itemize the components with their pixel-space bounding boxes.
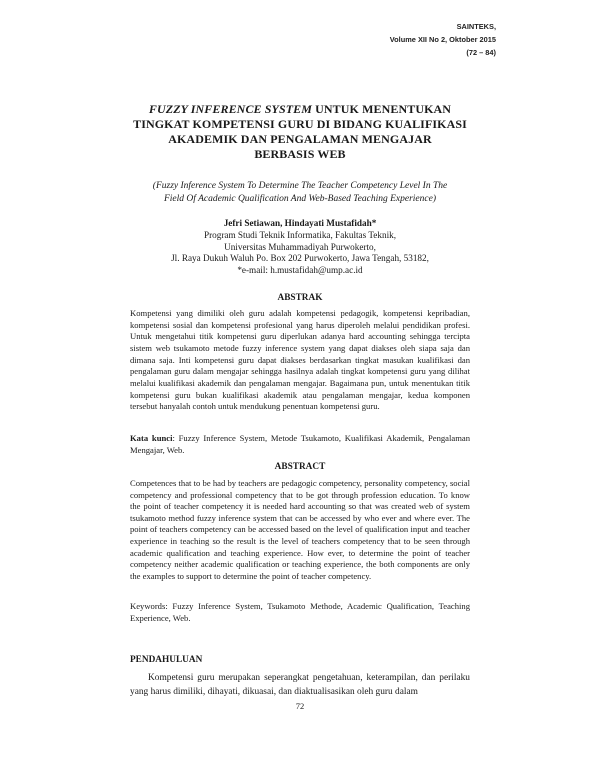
title-line3: AKADEMIK DAN PENGALAMAN MENGAJAR [168,132,432,146]
title-line1-rest: UNTUK MENENTUKAN [312,102,452,116]
paper-title [120,102,480,162]
keywords [130,601,470,625]
journal-name: SAINTEKS, [456,22,496,31]
author-block [130,218,470,277]
intro-paragraph: Kompetensi guru merupakan seperangkat pengetahuan, keterampilan, dan perilaku yang harus dimiliki, dihayati, dikuasai, dan diaktualisasikan oleh guru dalam [130,673,470,697]
english-title-line2: Field Of Academic Qualification And Web-Based Teaching Experience) [163,193,436,204]
title-line2: TINGKAT KOMPETENSI GURU DI BIDANG KUALIFIKASI [133,117,467,131]
abstrak-heading: ABSTRAK [277,293,323,303]
kata-kunci-label: Kata kunci [130,433,173,443]
page-number: 72 [295,701,305,711]
kata-kunci-text: : Fuzzy Inference System, Metode Tsukamoto, Kualifikasi Akademik, Pengalaman Mengajar, Web. [130,433,470,455]
affiliation-2: Universitas Muhammadiyah Purwokerto, [224,241,376,252]
journal-volume: Volume XII No 2, Oktober 2015 [389,35,496,44]
author-names: Jefri Setiawan, Hindayati Mustafidah* [223,218,377,228]
title-italic: FUZZY INFERENCE SYSTEM [148,102,313,116]
keywords-label: Keywords: [130,601,168,611]
author-address: Jl. Raya Dukuh Waluh Po. Box 202 Purwokerto, Jawa Tengah, 53182, [171,253,429,264]
journal-pages: (72 – 84) [466,48,496,57]
abstract-body: Competences that to be had by teachers are pedagogic competency, personality competency, social competency and professional competency that to be got through profession education. To know the point of teacher competency it is needed hard accounting so that was created web of system tsukamoto method fuzzy inference system that can be accessed by who ever and where ever. The point of teachers competency can be accessed based on the level of qualification input and teacher experience in teaching so the result is the level of teachers competency that to be seen through academic qualification and teaching experience. How ever, to determine the point of teacher competency neither academic qualification or teaching experience, the both components are only the examples to support to determine the point of teacher competency. [130,478,470,581]
journal-header [390,20,496,59]
english-title-line1: (Fuzzy Inference System To Determine The Teacher Competency Level In The [152,181,448,191]
affiliation-1: Program Studi Teknik Informatika, Fakultas Teknik, [203,229,397,240]
section-heading-pendahuluan: PENDAHULUAN [130,655,203,665]
title-line4: BERBASIS WEB [254,147,346,161]
english-title [118,180,482,205]
abstrak-body: Kompetensi yang dimiliki oleh guru adalah kompetensi pedagogik, kompetensi kepribadian, kompetensi sosial dan kompetensi profesional yang harus diperoleh melalui pendidikan profesi. Untuk mengetahui titik kompetensi guru diperlukan adanya hard accounting sehingga tercipta sistem web tsukamoto metode fuzzy inference system yang dapat diakses oleh siapa saja dan dimana saja. Inti kompetensi guru dapat diakses berdasarkan tingkat masukan kualifikasi dan pengalaman guru dalam mengajar sehingga hasilnya adalah tingkat kompetensi guru yang dilihat melalui kualifikasi akademik dan pengalaman mengajar. Bagaimana pun, untuk menentukan titik kompetensi guru bukan kualifikasi akademik atau pengalaman mengajar, kedua komponen tersebut hanyalah contoh untuk mendukung penentuan kompetensi guru. [130,308,470,412]
abstract-heading: ABSTRACT [274,462,326,472]
kata-kunci [130,433,470,456]
author-email: *e-mail: h.mustafidah@ump.ac.id [237,265,363,276]
keywords-text: Fuzzy Inference System, Tsukamoto Methode, Academic Qualification, Teaching Experience, Web. [130,601,470,623]
